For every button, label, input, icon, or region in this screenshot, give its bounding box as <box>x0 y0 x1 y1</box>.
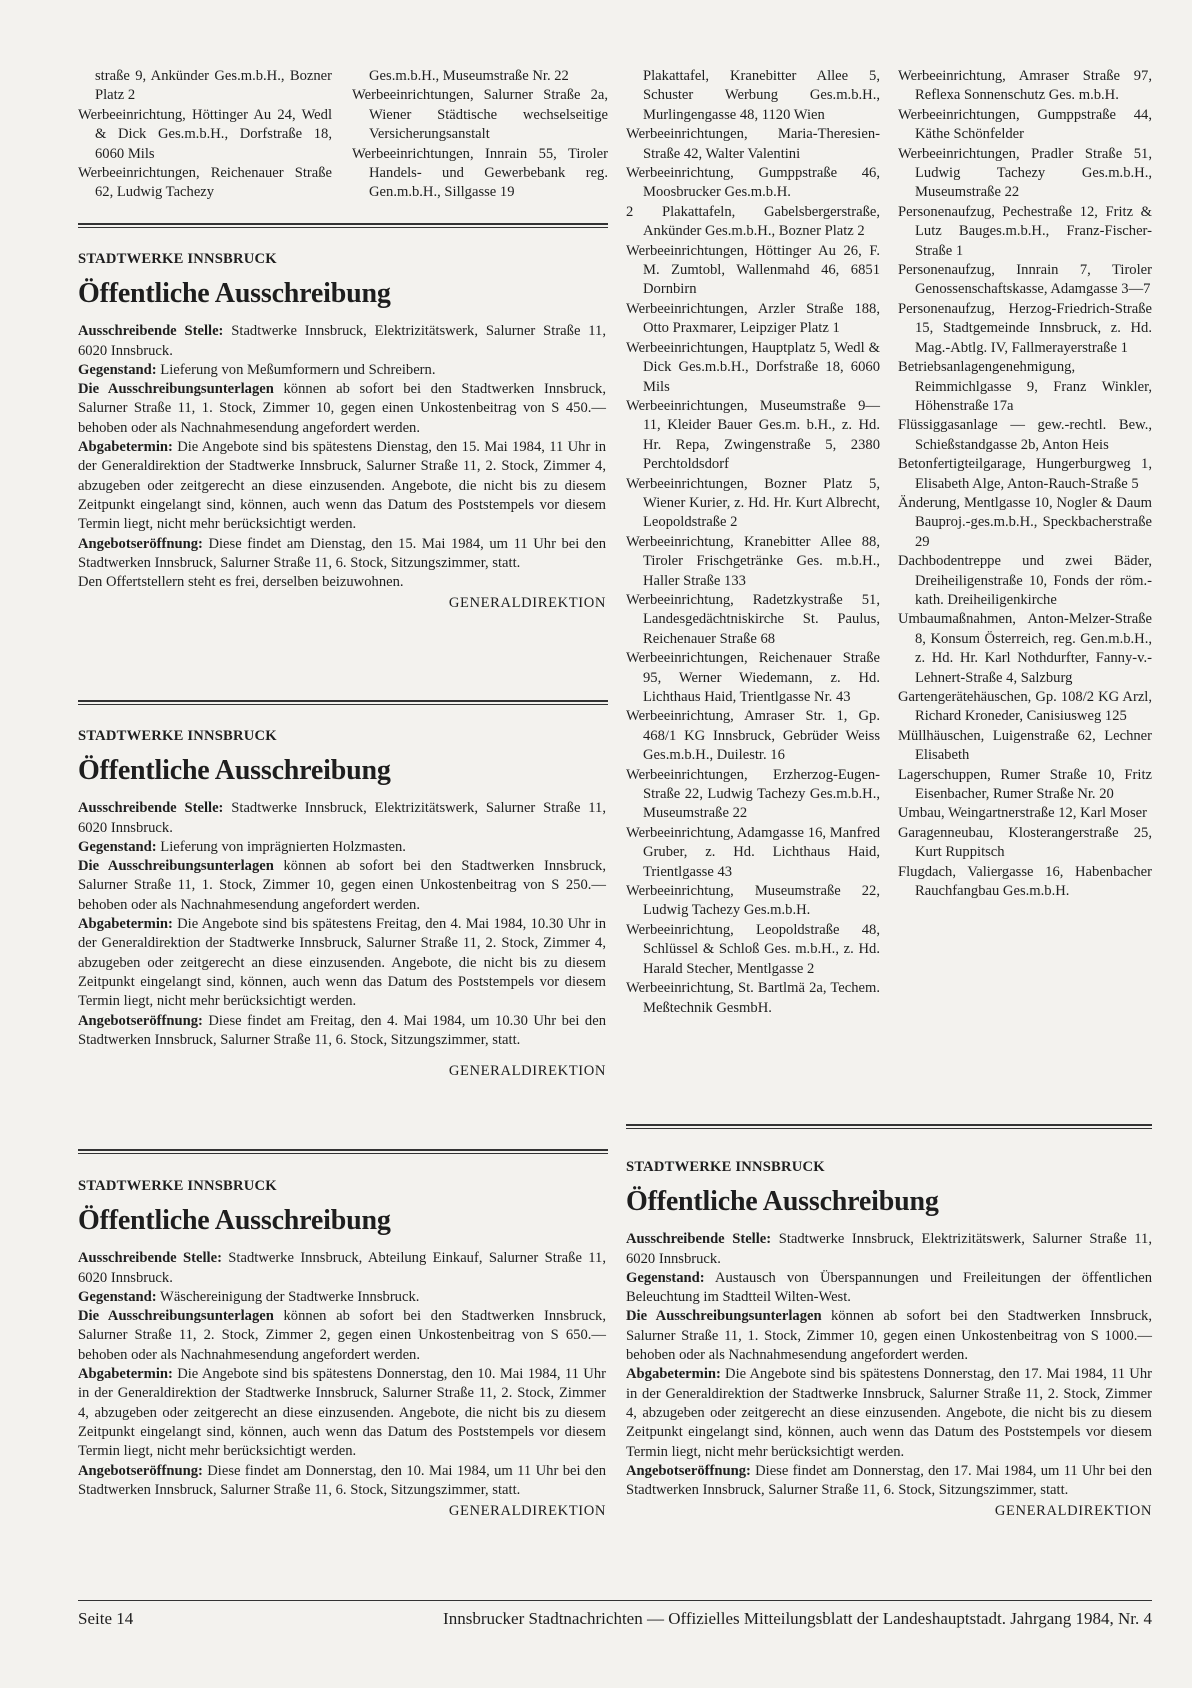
permit-list-item: Müllhäuschen, Luigenstraße 62, Lechner Elisabeth <box>898 727 1152 764</box>
notice-title: Öffentliche Ausschreibung <box>78 1205 391 1237</box>
permit-list-item: Werbeeinrichtung, Kranebitter Allee 88, Tiroler Frischgetränke Ges. m.b.H., Haller Straße 133 <box>626 533 880 589</box>
notice-eroeffnung: Angebotseröffnung: Diese findet am Donnerstag, den 17. Mai 1984, um 11 Uhr bei den Stadtwerken Innsbruck, Salurner Straße 11, 6. Stock, Sitzungszimmer, statt. <box>626 1462 1152 1499</box>
permit-list-item: Werbeeinrichtungen, Arzler Straße 188, Otto Praxmarer, Leipziger Platz 1 <box>626 300 880 337</box>
permit-list-item: Werbeeinrichtungen, Pradler Straße 51, Ludwig Tachezy Ges.m.b.H., Museumstraße 22 <box>898 145 1152 201</box>
notice-unterlagen: Die Ausschreibungsunterlagen können ab sofort bei den Stadtwerken Innsbruck, Salurner Straße 11, 1. Stock, Zimmer 10, gegen einen Unkostenbeitrag von S 250.— behoben oder als Nachnahmesendung angefordert werden. <box>78 858 606 913</box>
permit-list-item: Werbeeinrichtungen, Reichenauer Straße 62, Ludwig Tachezy <box>78 165 332 201</box>
notice-extra: Den Offertstellern steht es frei, derselben beizuwohnen. <box>78 574 404 591</box>
permit-list-item: Werbeeinrichtungen, Innrain 55, Tiroler Handels- und Gewerbebank reg. Gen.m.b.H., Sillgasse 19 <box>352 145 608 201</box>
notice-stelle: Ausschreibende Stelle: Stadtwerke Innsbruck, Elektrizitätswerk, Salurner Straße 11, 6020 Innsbruck. <box>78 323 606 359</box>
notice-organization: STADTWERKE INNSBRUCK <box>78 251 277 267</box>
permit-list-item: Plakattafel, Kranebitter Allee 5, Schuster Werbung Ges.m.b.H., Murlingengasse 48, 1120 Wien <box>643 68 880 123</box>
permit-list-item: Werbeeinrichtung, Höttinger Au 24, Wedl & Dick Ges.m.b.H., Dorfstraße 18, 6060 Mils <box>78 106 332 162</box>
list-column-4 <box>898 67 1152 901</box>
tender-notice-1 <box>78 250 606 614</box>
notice-eroeffnung: Angebotseröffnung: Diese findet am Freitag, den 4. Mai 1984, um 10.30 Uhr bei den Stadtwerken Innsbruck, Salurner Straße 11, 6. Stock, Sitzungszimmer, statt. <box>78 1012 606 1048</box>
permit-list-item: Personenaufzug, Herzog-Friedrich-Straße 15, Stadtgemeinde Innsbruck, z. Hd. Mag.-Abtlg. IV, Fallmerayerstraße 1 <box>898 300 1152 356</box>
permit-list-item: Umbaumaßnahmen, Anton-Melzer-Straße 8, Konsum Österreich, reg. Gen.m.b.H., z. Hd. Hr. Karl Nothdurfter, Fanny-v.-Lehnert-Straße 4, Salzburg <box>898 611 1152 686</box>
permit-list-item: Werbeeinrichtung, Adamgasse 16, Manfred Gruber, z. Hd. Lichthaus Haid, Trientlgasse 43 <box>626 824 880 880</box>
section-rule <box>626 1124 1152 1126</box>
permit-list-item: Werbeeinrichtungen, Erzherzog-Eugen-Straße 22, Ludwig Tachezy Ges.m.b.H., Museumstraße 22 <box>626 766 880 822</box>
permit-list-item: 2 Plakattafeln, Gabelsbergerstraße, Ankünder Ges.m.b.H., Bozner Platz 2 <box>626 203 880 240</box>
permit-list-item: Dachbodentreppe und zwei Bäder, Dreiheiligenstraße 10, Fonds der röm.-kath. Dreiheiligenkirche <box>898 553 1152 608</box>
notice-abgabetermin: Abgabetermin: Die Angebote sind bis spätestens Donnerstag, den 17. Mai 1984, 11 Uhr in der Generaldirektion der Stadtwerke Innsbruck, Salurner Straße 11, 2. Stock, Zimmer 4, abzugeben oder zeitgerecht an diese einzusenden. Angebote, die nicht bis zu diesem Zeitpunkt eingelangt sind, können, auch wenn das Datum des Poststempels vor diesem Termin liegt, nicht mehr berücksichtigt werden. <box>626 1366 1152 1460</box>
list-column-3 <box>626 67 880 1018</box>
permit-list-item: straße 9, Ankünder Ges.m.b.H., Bozner Platz 2 <box>95 68 332 104</box>
notice-stelle: Ausschreibende Stelle: Stadtwerke Innsbruck, Elektrizitätswerk, Salurner Straße 11, 6020 Innsbruck. <box>626 1231 1152 1267</box>
permit-list-item: Werbeeinrichtungen, Maria-Theresien-Straße 42, Walter Valentini <box>626 126 880 162</box>
permit-list-item: Flugdach, Valiergasse 16, Habenbacher Rauchfangbau Ges.m.b.H. <box>898 863 1152 900</box>
notice-gegenstand: Gegenstand: Austausch von Überspannungen und Freileitungen der öffentlichen Beleuchtung im Stadtteil Wilten-West. <box>626 1269 1152 1306</box>
permit-list-item: Ges.m.b.H., Museumstraße Nr. 22 <box>369 68 569 84</box>
publication-line: Innsbrucker Stadtnachrichten — Offizielles Mitteilungsblatt der Landeshauptstadt. Jahrgang 1984, Nr. 4 <box>443 1609 1152 1628</box>
permit-list-item: Garagenneubau, Klosterangerstraße 25, Kurt Ruppitsch <box>898 824 1152 861</box>
permit-list-item: Flüssiggasanlage — gew.-rechtl. Bew., Schießstandgasse 2b, Anton Heis <box>898 417 1152 453</box>
notice-eroeffnung: Angebotseröffnung: Diese findet am Dienstag, den 15. Mai 1984, um 11 Uhr bei den Stadtwerken Innsbruck, Salurner Straße 11, 6. Stock, Sitzungszimmer, statt. <box>78 535 606 571</box>
notice-organization: STADTWERKE INNSBRUCK <box>78 1178 277 1194</box>
notice-abgabetermin: Abgabetermin: Die Angebote sind bis spätestens Freitag, den 4. Mai 1984, 10.30 Uhr in der Generaldirektion der Stadtwerke Innsbruck, Salurner Straße 11, 2. Stock, Zimmer 4, abzugeben oder zeitgerecht an diese einzusenden. Angebote, die nicht bis zu diesem Zeitpunkt eingelangt sind, können, auch wenn das Datum des Poststempels vor diesem Termin liegt, nicht mehr berücksichtigt werden. <box>78 916 606 1010</box>
notice-stelle: Ausschreibende Stelle: Stadtwerke Innsbruck, Elektrizitätswerk, Salurner Straße 11, 6020 Innsbruck. <box>78 800 606 836</box>
notice-signature: GENERALDIREKTION <box>448 1503 606 1520</box>
permit-list-item: Werbeeinrichtung, Gumppstraße 46, Moosbrucker Ges.m.b.H. <box>626 165 880 201</box>
notice-title: Öffentliche Ausschreibung <box>78 278 391 310</box>
notice-unterlagen: Die Ausschreibungsunterlagen können ab sofort bei den Stadtwerken Innsbruck, Salurner Straße 11, 1. Stock, Zimmer 10, gegen einen Unkostenbeitrag von S 1000.— behoben oder als Nachnahmesendung angefordert werden. <box>626 1308 1152 1364</box>
notice-organization: STADTWERKE INNSBRUCK <box>78 728 277 744</box>
permit-list-item: Gartengerätehäuschen, Gp. 108/2 KG Arzl, Richard Kroneder, Canisiusweg 125 <box>898 689 1152 725</box>
permit-list-item: Werbeeinrichtungen, Gumppstraße 44, Käthe Schönfelder <box>898 106 1152 143</box>
permit-list-item: Werbeeinrichtung, St. Bartlmä 2a, Techem. Meßtechnik GesmbH. <box>626 980 880 1016</box>
notice-stelle: Ausschreibende Stelle: Stadtwerke Innsbruck, Abteilung Einkauf, Salurner Straße 11, 6020 Innsbruck. <box>78 1250 606 1286</box>
notice-signature: GENERALDIREKTION <box>994 1503 1152 1520</box>
permit-list-item: Werbeeinrichtung, Amraser Straße 97, Reflexa Sonnenschutz Ges. m.b.H. <box>898 68 1152 104</box>
permit-list-item: Werbeeinrichtungen, Museumstraße 9—11, Kleider Bauer Ges.m. b.H., z. Hd. Hr. Repa, Zwingenstraße 5, 2380 Perchtoldsdorf <box>626 397 880 473</box>
permit-list-item: Betonfertigteilgarage, Hungerburgweg 1, Elisabeth Alge, Anton-Rauch-Straße 5 <box>898 456 1152 492</box>
list-column-2 <box>352 67 608 203</box>
tender-notice-2 <box>78 727 606 1081</box>
notice-title: Öffentliche Ausschreibung <box>626 1186 939 1218</box>
notice-title: Öffentliche Ausschreibung <box>78 755 391 787</box>
permit-list-item: Betriebsanlagengenehmigung, Reimmichlgasse 9, Franz Winkler, Höhenstraße 17a <box>898 359 1152 414</box>
notice-gegenstand: Gegenstand: Wäschereinigung der Stadtwerke Innsbruck. <box>78 1288 420 1305</box>
permit-list-item: Werbeeinrichtungen, Reichenauer Straße 95, Werner Wiedemann, z. Hd. Lichthaus Haid, Trientlgasse Nr. 43 <box>626 650 880 705</box>
permit-list-item: Werbeeinrichtung, Museumstraße 22, Ludwig Tachezy Ges.m.b.H. <box>626 883 880 919</box>
footer-rule <box>78 1600 1152 1601</box>
list-column-1 <box>78 67 332 203</box>
permit-list-item: Personenaufzug, Innrain 7, Tiroler Genossenschaftskasse, Adamgasse 3—7 <box>898 262 1152 298</box>
permit-list-item: Werbeeinrichtung, Amraser Str. 1, Gp. 468/1 KG Innsbruck, Gebrüder Weiss Ges.m.b.H., Duilestr. 16 <box>626 708 880 764</box>
tender-notice-4 <box>626 1158 1152 1522</box>
permit-list-item: Änderung, Mentlgasse 10, Nogler & Daum Bauproj.-ges.m.b.H., Speckbacherstraße 29 <box>898 494 1152 550</box>
section-rule <box>78 1149 608 1151</box>
section-rule <box>78 223 608 225</box>
permit-list-item: Werbeeinrichtungen, Höttinger Au 26, F. M. Zumtobl, Wallenmahd 46, 6851 Dornbirn <box>626 242 880 298</box>
permit-list-item: Werbeeinrichtungen, Bozner Platz 5, Wiener Kurier, z. Hd. Hr. Kurt Albrecht, Leopoldstraße 2 <box>626 475 880 531</box>
permit-list-item: Werbeeinrichtungen, Hauptplatz 5, Wedl & Dick Ges.m.b.H., Dorfstraße 18, 6060 Mils <box>626 339 880 395</box>
tender-notice-3 <box>78 1177 606 1521</box>
permit-list-item: Werbeeinrichtung, Radetzkystraße 51, Landesgedächtniskirche St. Paulus, Reichenauer Straße 68 <box>626 591 880 647</box>
permit-list-item: Personenaufzug, Pechestraße 12, Fritz & Lutz Bauges.m.b.H., Franz-Fischer-Straße 1 <box>898 203 1152 259</box>
permit-list-item: Umbau, Weingartnerstraße 12, Karl Moser <box>898 805 1148 822</box>
page-number: Seite 14 <box>78 1609 134 1628</box>
notice-gegenstand: Gegenstand: Lieferung von Meßumformern und Schreibern. <box>78 361 436 378</box>
notice-signature: GENERALDIREKTION <box>448 595 606 612</box>
notice-unterlagen: Die Ausschreibungsunterlagen können ab sofort bei den Stadtwerken Innsbruck, Salurner Straße 11, 2. Stock, Zimmer 2, gegen einen Unkostenbeitrag von S 650.— behoben oder als Nachnahmesendung angefordert werden. <box>78 1308 606 1363</box>
notice-abgabetermin: Abgabetermin: Die Angebote sind bis spätestens Dienstag, den 15. Mai 1984, 11 Uhr in der Generaldirektion der Stadtwerke Innsbruck, Salurner Straße 11, 2. Stock, Zimmer 4, abzugeben oder zeitgerecht an diese einzusenden. Angebote, die nicht bis zu diesem Zeitpunkt eingelangt sind, können, auch wenn das Datum des Poststempels vor diesem Termin liegt, nicht mehr berücksichtigt werden. <box>78 439 606 533</box>
permit-list-item: Lagerschuppen, Rumer Straße 10, Fritz Eisenbacher, Rumer Straße Nr. 20 <box>898 766 1152 803</box>
notice-abgabetermin: Abgabetermin: Die Angebote sind bis spätestens Donnerstag, den 10. Mai 1984, 11 Uhr in der Generaldirektion der Stadtwerke Innsbruck, Salurner Straße 11, 2. Stock, Zimmer 4, abzugeben oder zeitgerecht an diese einzusenden. Angebote, die nicht bis zu diesem Zeitpunkt eingelangt sind, können, auch wenn das Datum des Poststempels vor diesem Termin liegt, nicht mehr berücksichtigt werden. <box>78 1366 606 1460</box>
permit-list-item: Werbeeinrichtungen, Salurner Straße 2a, Wiener Städtische wechselseitige Versicherungsanstalt <box>352 87 608 143</box>
notice-signature: GENERALDIREKTION <box>448 1063 606 1080</box>
notice-unterlagen: Die Ausschreibungsunterlagen können ab sofort bei den Stadtwerken Innsbruck, Salurner Straße 11, 1. Stock, Zimmer 10, gegen einen Unkostenbeitrag von S 450.— behoben oder als Nachnahmesendung angefordert werden. <box>78 381 606 436</box>
permit-list-item: Werbeeinrichtung, Leopoldstraße 48, Schlüssel & Schloß Ges. m.b.H., z. Hd. Harald Stecher, Mentlgasse 2 <box>626 921 880 977</box>
notice-eroeffnung: Angebotseröffnung: Diese findet am Donnerstag, den 10. Mai 1984, um 11 Uhr bei den Stadtwerken Innsbruck, Salurner Straße 11, 6. Stock, Sitzungszimmer, statt. <box>78 1462 606 1498</box>
section-rule <box>78 700 608 702</box>
notice-gegenstand: Gegenstand: Lieferung von imprägnierten Holzmasten. <box>78 838 406 855</box>
notice-organization: STADTWERKE INNSBRUCK <box>626 1159 825 1175</box>
